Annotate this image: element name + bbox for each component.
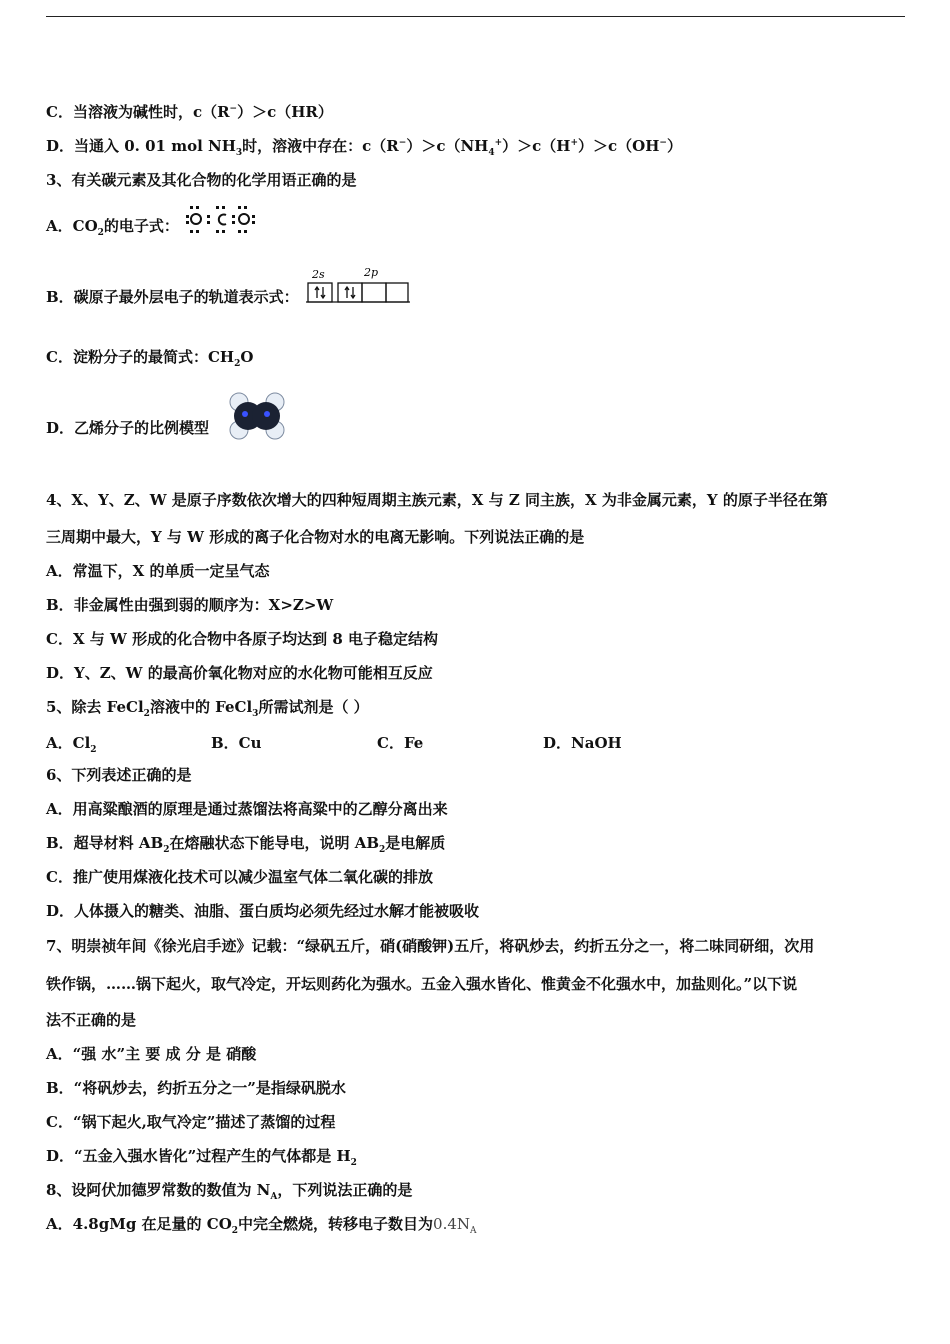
q7-stem-line1: 7、明崇祯年间《徐光启手迹》记载：“绿矾五斤，硝(硝酸钾)五斤，将矾炒去，约折五分之一，将二味同研细，次用 — [46, 937, 815, 955]
q7-stem-line2: 铁作锅，……锅下起火，取气冷定，开坛则药化为强水。五金入强水皆化、惟黄金不化强水中，加盐则化。”以下说 — [46, 975, 798, 993]
orbital-diagram-figure — [306, 266, 410, 306]
q4-stem-line2: 三周期中最大，Y 与 W 形成的离子化合物对水的电离无影响。下列说法正确的是 — [46, 528, 585, 546]
ethylene-space-filling-model-figure — [227, 388, 287, 444]
q5-option-d: D．NaOH — [543, 734, 622, 752]
q2-option-c: C．当溶液为碱性时，c（R−）＞c（HR） — [46, 103, 333, 121]
q7-option-a: A．“强 水”主 要 成 分 是 硝酸 — [46, 1045, 257, 1063]
q8-option-a: A．4.8gMg 在足量的 $CO_2$中完全燃烧，转移电子数目为$0.4N_A$ — [46, 1215, 477, 1236]
q5-option-c: C．Fe — [377, 734, 424, 752]
svg-text:2s: 2s — [311, 268, 325, 281]
q6-stem: 6、下列表述正确的是 — [46, 766, 192, 784]
svg-text:2p: 2p — [363, 266, 378, 279]
q3-option-b: B．碳原子最外层电子的轨道表示式： 2s 2p — [46, 288, 410, 306]
q7-option-d: D．“五金入强水皆化”过程产生的气体都是 $H_2$ — [46, 1147, 357, 1168]
q6-option-d: D．人体摄入的糖类、油脂、蛋白质均必须先经过水解才能被吸收 — [46, 902, 480, 920]
q4-option-a: A．常温下，X 的单质一定呈气态 — [46, 562, 270, 580]
q6-option-b: B．超导材料 $AB_2$在熔融状态下能导电，说明 $AB_2$是电解质 — [46, 834, 446, 855]
q3-option-d: D．乙烯分子的比例模型 — [46, 419, 210, 437]
q4-option-c: C．X 与 W 形成的化合物中各原子均达到 8 电子稳定结构 — [46, 630, 438, 648]
q4-option-d: D．Y、Z、W 的最高价氧化物对应的水化物可能相互反应 — [46, 664, 433, 682]
q8-stem: 8、设阿伏加德罗常数的数值为 $N_A$，下列说法正确的是 — [46, 1181, 413, 1202]
q6-option-a: A．用高粱酿酒的原理是通过蒸馏法将高粱中的乙醇分离出来 — [46, 800, 448, 818]
q3-option-a: A．$CO_2$的电子式： — [46, 217, 258, 236]
q7-stem-line3: 法不正确的是 — [46, 1011, 137, 1029]
co2-electron-formula-figure — [186, 204, 258, 236]
header-rule — [46, 16, 905, 17]
q5-option-a: A．$Cl_2$ — [46, 734, 97, 755]
q7-option-c: C．“锅下起火,取气冷定”描述了蒸馏的过程 — [46, 1113, 336, 1131]
q4-option-b: B．非金属性由强到弱的顺序为：X>Z>W — [46, 596, 334, 614]
q5-stem: 5、除去 FeCl$_2$溶液中的 FeCl$_3$所需试剂是（ ） — [46, 698, 369, 719]
q5-option-b: B．Cu — [211, 734, 262, 752]
q6-option-c: C．推广使用煤液化技术可以减少温室气体二氧化碳的排放 — [46, 868, 433, 886]
q2-option-d: D．当通入 0. 01 mol $NH_3$时，溶液中存在：$c(R^-)>c(NH_4^+)>c(H^+)>c(OH^-)$ — [46, 137, 682, 158]
q3-option-c: C．淀粉分子的最简式：$CH_2O$ — [46, 348, 254, 369]
q7-option-b: B．“将矾炒去，约折五分之一”是指绿矾脱水 — [46, 1079, 346, 1097]
q4-stem-line1: 4、X、Y、Z、W 是原子序数依次增大的四种短周期主族元素，X 与 Z 同主族，X 为非金属元素，Y 的原子半径在第 — [46, 491, 828, 509]
q3-stem: 3、有关碳元素及其化合物的化学用语正确的是 — [46, 171, 357, 189]
